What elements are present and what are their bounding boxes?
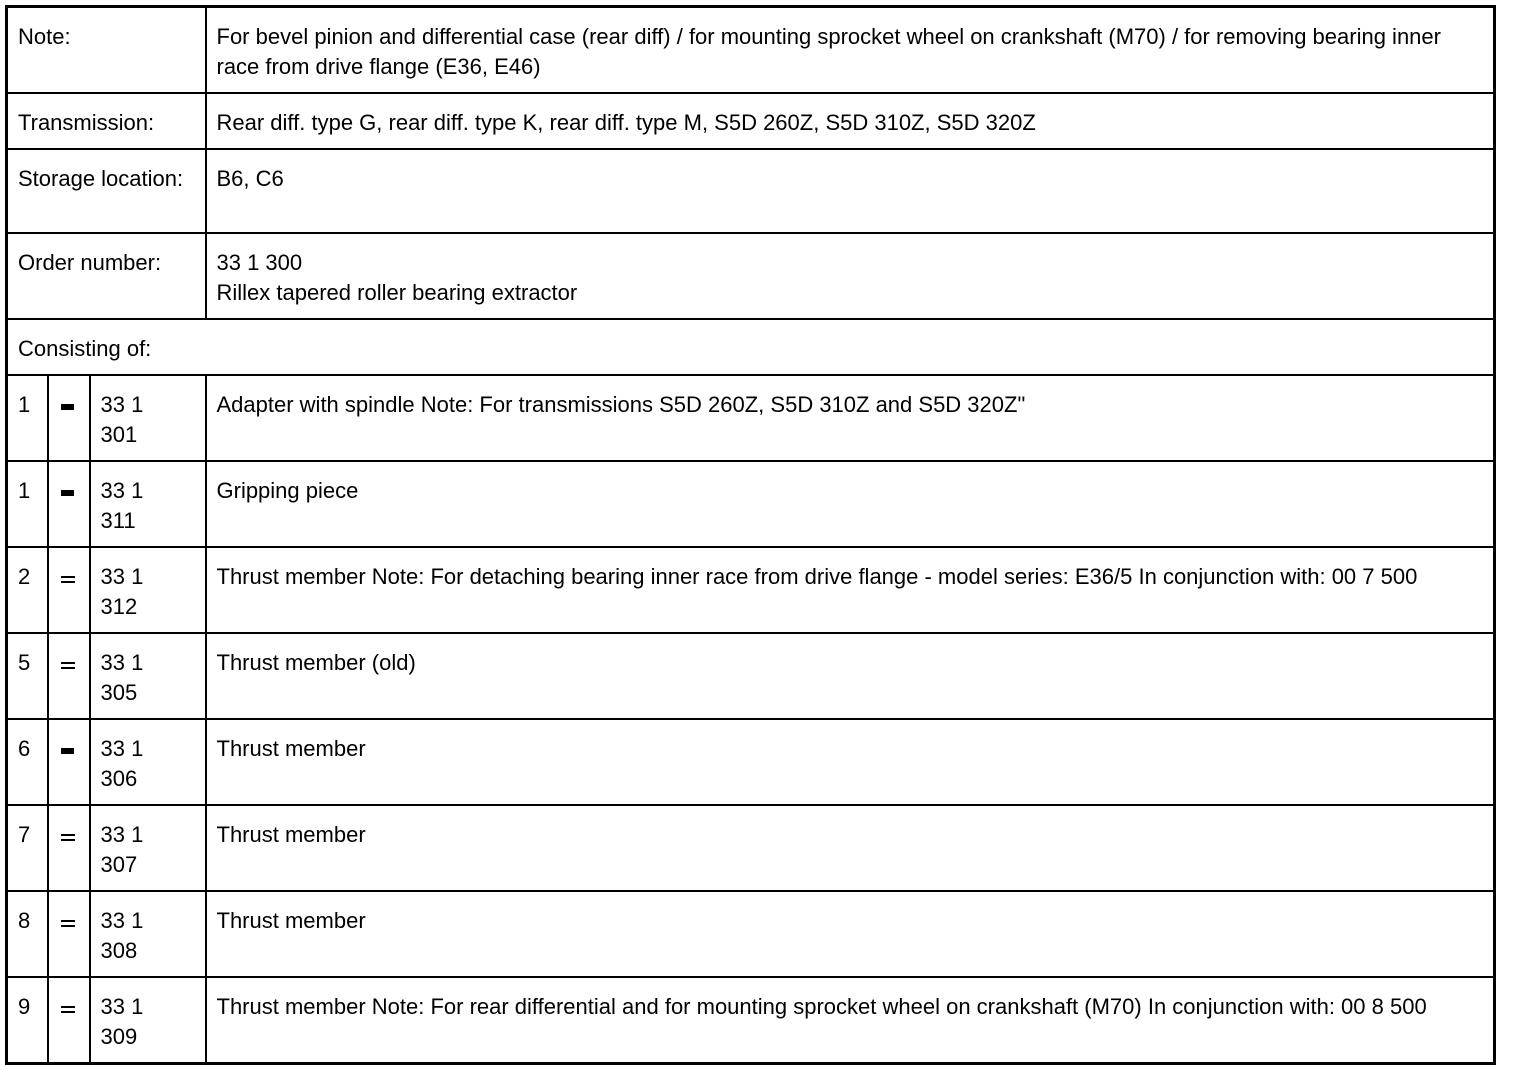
item-symbol-cell <box>48 375 90 461</box>
item-list <box>7 375 1495 1064</box>
item-quantity: 2 <box>7 547 48 633</box>
item-quantity: 7 <box>7 805 48 891</box>
equals-sign-icon <box>61 920 75 927</box>
item-description: Thrust member <box>206 891 1495 977</box>
item-row <box>7 375 1495 461</box>
item-symbol-cell <box>48 461 90 547</box>
equals-sign-icon <box>61 834 75 841</box>
item-part-number: 33 1 307 <box>90 805 206 891</box>
item-row <box>7 891 1495 977</box>
item-quantity: 5 <box>7 633 48 719</box>
consisting-of-label: Consisting of: <box>7 319 1495 375</box>
transmission-row <box>7 93 1495 149</box>
item-part-number: 33 1 306 <box>90 719 206 805</box>
order-number-value: 33 1 300 Rillex tapered roller bearing extractor <box>206 233 1495 319</box>
item-symbol-cell <box>48 633 90 719</box>
item-row <box>7 977 1495 1064</box>
equals-sign-icon <box>61 576 75 583</box>
note-row <box>7 7 1495 94</box>
order-number-label: Order number: <box>7 233 206 319</box>
item-symbol-cell <box>48 805 90 891</box>
item-part-number: 33 1 308 <box>90 891 206 977</box>
item-part-number: 33 1 301 <box>90 375 206 461</box>
item-description: Thrust member <box>206 719 1495 805</box>
equals-sign-icon <box>61 662 75 669</box>
item-quantity: 6 <box>7 719 48 805</box>
item-description: Thrust member <box>206 805 1495 891</box>
item-symbol-cell <box>48 719 90 805</box>
item-row <box>7 547 1495 633</box>
item-row <box>7 633 1495 719</box>
item-part-number: 33 1 309 <box>90 977 206 1064</box>
storage-location-label: Storage location: <box>7 149 206 233</box>
item-quantity: 1 <box>7 375 48 461</box>
item-description: Adapter with spindle Note: For transmissions S5D 260Z, S5D 310Z and S5D 320Z" <box>206 375 1495 461</box>
note-label: Note: <box>7 7 206 94</box>
item-row <box>7 719 1495 805</box>
item-symbol-cell <box>48 977 90 1064</box>
item-part-number: 33 1 305 <box>90 633 206 719</box>
item-description: Thrust member Note: For rear differential and for mounting sprocket wheel on crankshaft (M70) In conjunction with: 00 8 500 <box>206 977 1495 1064</box>
item-description: Thrust member (old) <box>206 633 1495 719</box>
consisting-of-row <box>7 319 1495 375</box>
item-row <box>7 461 1495 547</box>
item-quantity: 8 <box>7 891 48 977</box>
item-symbol-cell <box>48 891 90 977</box>
solid-bar-icon <box>61 404 74 410</box>
solid-bar-icon <box>61 490 74 496</box>
tool-spec-table <box>5 5 1496 1065</box>
note-value: For bevel pinion and differential case (rear diff) / for mounting sprocket wheel on crankshaft (M70) / for removing bearing inner race from drive flange (E36, E46) <box>206 7 1495 94</box>
item-row <box>7 805 1495 891</box>
storage-location-row <box>7 149 1495 233</box>
transmission-value: Rear diff. type G, rear diff. type K, rear diff. type M, S5D 260Z, S5D 310Z, S5D 320Z <box>206 93 1495 149</box>
storage-location-value: B6, C6 <box>206 149 1495 233</box>
order-number-row <box>7 233 1495 319</box>
item-description: Thrust member Note: For detaching bearing inner race from drive flange - model series: E36/5 In conjunction with: 00 7 500 <box>206 547 1495 633</box>
item-quantity: 9 <box>7 977 48 1064</box>
item-part-number: 33 1 312 <box>90 547 206 633</box>
item-part-number: 33 1 311 <box>90 461 206 547</box>
item-quantity: 1 <box>7 461 48 547</box>
transmission-label: Transmission: <box>7 93 206 149</box>
equals-sign-icon <box>61 1006 75 1013</box>
item-description: Gripping piece <box>206 461 1495 547</box>
item-symbol-cell <box>48 547 90 633</box>
solid-bar-icon <box>61 748 74 754</box>
